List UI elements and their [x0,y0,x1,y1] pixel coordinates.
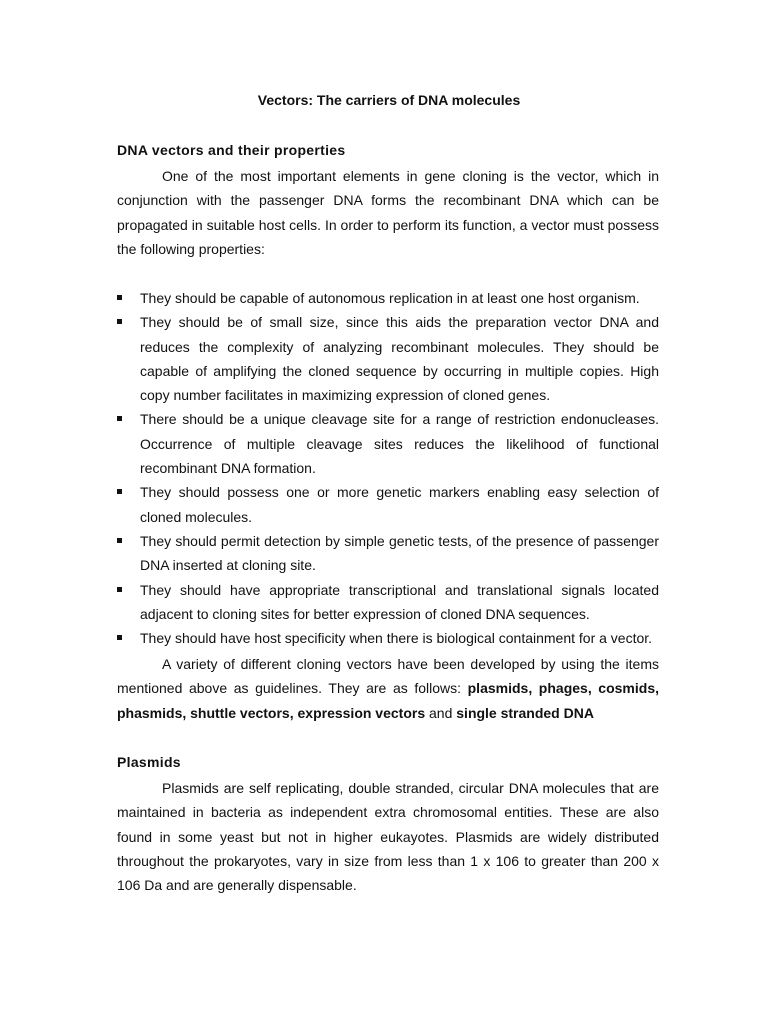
list-item: They should be capable of autonomous replication in at least one host organism. [117,286,659,310]
list-item: They should have host specificity when there is biological containment for a vector. [117,626,659,650]
list-item: They should permit detection by simple genetic tests, of the presence of passenger DNA inserted at cloning site. [117,529,659,578]
square-bullet-icon [117,319,122,324]
square-bullet-icon [117,635,122,640]
list-item: They should be of small size, since this aids the preparation vector DNA and reduces the complexity of analyzing recombinant molecules. They should be capable of amplifying the cloned sequence by occurring in multiple copies. High copy number facilitates in maximizing expression of cloned genes. [117,310,659,407]
list-item: There should be a unique cleavage site for a range of restriction endonucleases. Occurrence of multiple cleavage sites reduces the likelihood of functional recombinant DNA formation. [117,407,659,480]
square-bullet-icon [117,489,122,494]
square-bullet-icon [117,416,122,421]
square-bullet-icon [117,295,122,300]
vector-types-bold: plasmids, phages, cosmids, phasmids, shuttle vectors, expression vectors [117,680,659,721]
square-bullet-icon [117,538,122,543]
square-bullet-icon [117,587,122,592]
section-heading-dna-vectors: DNA vectors and their properties [117,142,346,158]
intro-paragraph: One of the most important elements in gene cloning is the vector, which in conjunction with the passenger DNA forms the recombinant DNA which can be propagated in suitable host cells. In order to perform its function, a vector must possess the following properties: [117,168,659,257]
single-stranded-dna-bold: single stranded DNA [456,704,594,721]
document-title: Vectors: The carriers of DNA molecules [257,92,521,108]
plasmids-paragraph: Plasmids are self replicating, double stranded, circular DNA molecules that are maintained in bacteria as independent extra chromosomal entities. These are also found in some yeast but not in higher eukayotes. Plasmids are widely distributed throughout the prokaryotes, vary in size from less than 1 x 106 to greater than 200 x 106 Da and are generally dispensable. [117,780,659,894]
section-heading-plasmids: Plasmids [117,754,181,770]
list-item: They should have appropriate transcriptional and translational signals located adjacent to cloning sites for better expression of cloned DNA sequences. [117,578,659,627]
list-item: They should possess one or more genetic markers enabling easy selection of cloned molecules. [117,480,659,529]
closing-paragraph: A variety of different cloning vectors have been developed by using the items mentioned above as guidelines. They are as follows: plasmids, phages, cosmids, phasmids, shuttle vectors, expression vectors and single stranded DNA [117,656,659,721]
properties-list [117,286,659,650]
